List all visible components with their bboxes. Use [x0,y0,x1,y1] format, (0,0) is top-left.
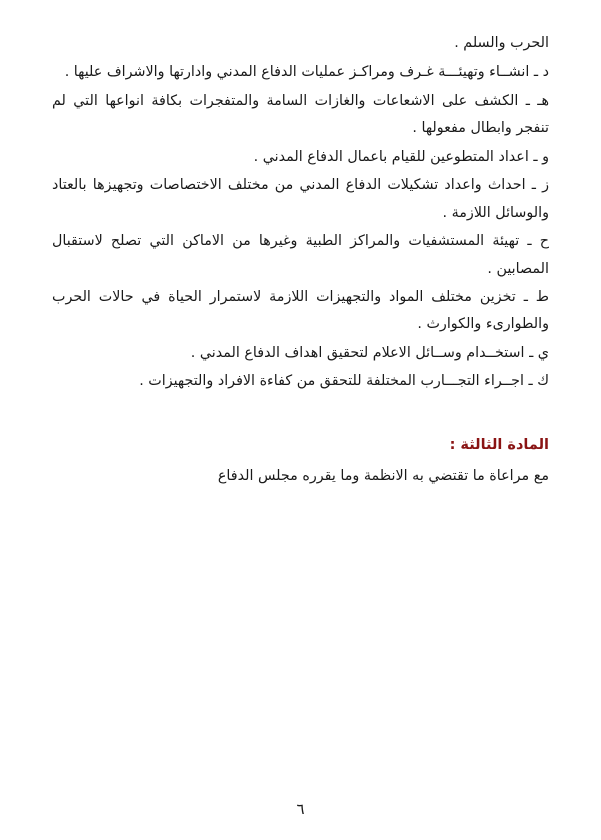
list-item-text: تخزين مختلف المواد والتجهيزات اللازمة لاستمرار الحياة في حالات الحرب والطوارىء والكوارث . [52,288,549,333]
list-item-marker: هـ ـ [525,92,549,109]
list-item-text: اعداد المتطوعين للقيام باعمال الدفاع المدني . [253,148,529,165]
list-item [52,368,549,395]
list-item-marker: ح ـ [527,233,549,250]
list-item [52,144,549,171]
list-item [52,340,549,367]
page-number: ٦ [296,800,305,818]
list-item-text: استخــدام وســائل الاعلام لتحقيق اهداف الدفاع المدني . [190,344,525,361]
list-item-text: الكشف على الاشعاعات والغازات السامة والمتفجرات بكافة انواعها التي لم تنفجر وابطال مفعولها . [52,92,549,137]
section-body: مع مراعاة ما تقتضي به الانظمة وما يقرره مجلس الدفاع [217,467,549,484]
list-item-text: تهيئة المستشفيات والمراكز الطبية وغيرها من الاماكن التي تصلح لاستقبال المصابين . [52,233,549,277]
list-item [52,228,549,283]
list-item [52,172,549,227]
list-item [52,284,549,339]
opening-line: الحرب والسلم . [454,35,549,51]
list-item-marker: ز ـ [531,177,549,194]
list-item-text: اجــراء التجـــارب المختلفة للتحقق من كفاءة الافراد والتجهيزات . [139,373,524,390]
section-heading: المادة الثالثة : [449,436,549,453]
list-item-text: انشــاء وتهيئـــة غـرف ومراكـز عمليات الدفاع المدني وادارتها والاشراف عليها . [64,64,530,81]
list-item-marker: و ـ [533,148,549,165]
list-item-marker: د ـ [533,64,549,81]
section-spacer [52,397,549,403]
list-item-marker: ي ـ [529,344,549,361]
document-body [52,30,549,396]
list-item [52,59,549,86]
list-item-text: احداث واعداد تشكيلات الدفاع المدني من مختلف الاختصاصات وتجهيزها بالعتاد والوسائل اللازمة . [52,177,549,221]
list-item-marker: ط ـ [523,288,550,305]
list-item-marker: ك ـ [528,373,549,390]
list-item [52,88,549,143]
